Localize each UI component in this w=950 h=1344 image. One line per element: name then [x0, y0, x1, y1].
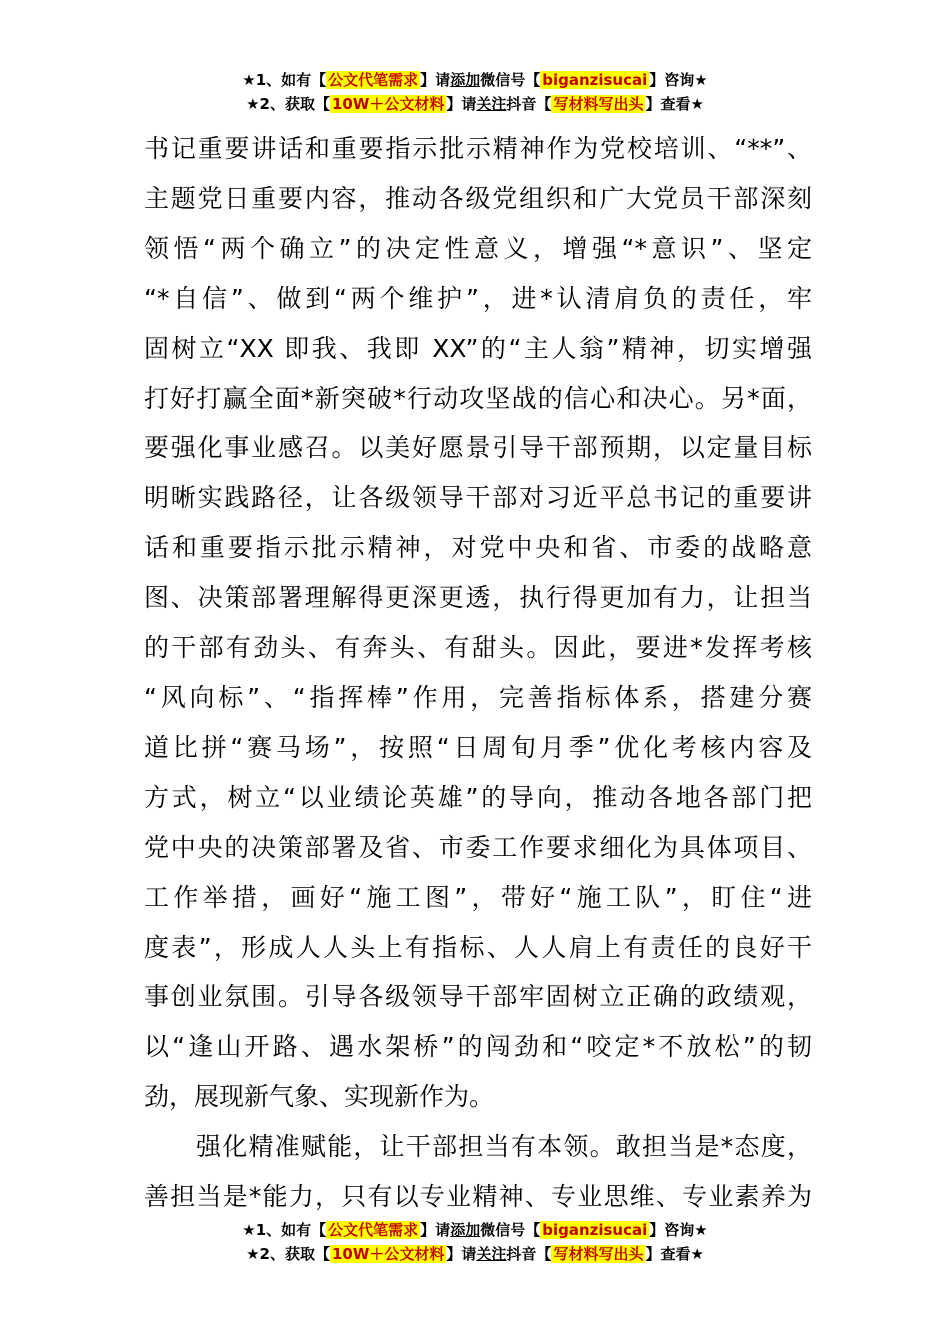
banner-line-2-prefix: ★2、获取【 [246, 95, 330, 113]
body-line: 道比拼“赛马场”，按照“日周旬月季”优化考核内容及 [144, 732, 812, 762]
body-line: 事创业氛围。引导各级领导干部牢固树立正确的政绩观， [144, 982, 812, 1012]
body-line: 要强化事业感召。以美好愿景引导干部预期，以定量目标 [144, 433, 812, 463]
body-line: 善担当是*能力，只有以专业精神、专业思维、专业素养为 [144, 1182, 812, 1212]
body-line: 的干部有劲头、有奔头、有甜头。因此，要进*发挥考核 [144, 633, 812, 663]
banner-line-1 [0, 1218, 950, 1242]
body-line: 明晰实践路径，让各级领导干部对习近平总书记的重要讲 [144, 483, 812, 513]
banner-line-1-underlined: 添加 [450, 1221, 481, 1239]
banner-line-2-highlight-douyin: 写材料写出头 [553, 1245, 644, 1263]
banner-line-2-suffix: 】查看★ [645, 1245, 704, 1263]
banner-line-2-mid1: 】请 [446, 95, 477, 113]
banner-line-2-highlight-materials: 10W＋公文材料 [331, 1245, 445, 1263]
banner-line-2-highlight-douyin: 写材料写出头 [553, 95, 644, 113]
banner-line-2-underlined: 关注 [476, 95, 507, 113]
body-line: 方式，树立“以业绩论英雄”的导向，推动各地各部门把 [144, 782, 812, 812]
banner-line-2-highlight-materials: 10W＋公文材料 [331, 95, 445, 113]
body-line: “风向标”、“指挥棒”作用，完善指标体系，搭建分赛 [144, 682, 812, 712]
body-line: 领悟“两个确立”的决定性意义，增强“*意识”、坚定 [144, 233, 812, 263]
body-line: 书记重要讲话和重要指示批示精神作为党校培训、“**”、 [144, 134, 812, 163]
body-line: 打好打赢全面*新突破*行动攻坚战的信心和决心。另*面， [144, 383, 812, 413]
banner-line-2-mid2: 抖音【 [506, 95, 552, 113]
body-line: 强化精准赋能，让干部担当有本领。敢担当是*态度， [196, 1132, 812, 1162]
top-banner [0, 68, 950, 116]
body-line: 图、决策部署理解得更深更透，执行得更加有力，让担当 [144, 583, 812, 613]
banner-line-2-prefix: ★2、获取【 [246, 1245, 330, 1263]
banner-line-1-highlight-service: 公文代笔需求 [328, 1221, 419, 1239]
banner-line-1-mid2: 微信号【 [480, 1221, 541, 1239]
banner-line-1-underlined: 添加 [450, 71, 481, 89]
bottom-banner [0, 1218, 950, 1266]
banner-line-1 [0, 68, 950, 92]
banner-line-2 [0, 92, 950, 116]
document-body [144, 124, 812, 1222]
banner-line-1-highlight-wechat: biganzisucai [542, 1221, 648, 1239]
body-line: 话和重要指示批示精神，对党中央和省、市委的战略意 [144, 533, 812, 563]
body-line: 主题党日重要内容，推动各级党组织和广大党员干部深刻 [144, 183, 812, 213]
banner-line-1-suffix: 】咨询★ [649, 1221, 708, 1239]
banner-line-1-mid1: 】请 [420, 71, 451, 89]
banner-line-1-suffix: 】咨询★ [649, 71, 708, 89]
body-line: 度表”，形成人人头上有指标、人人肩上有责任的良好干 [144, 932, 812, 962]
body-line: 劲，展现新气象、实现新作为。 [144, 1082, 495, 1112]
banner-line-2 [0, 1242, 950, 1266]
body-line: 以“逢山开路、遇水架桥”的闯劲和“咬定*不放松”的韧 [144, 1032, 812, 1062]
banner-line-2-underlined: 关注 [476, 1245, 507, 1263]
banner-line-2-mid1: 】请 [446, 1245, 477, 1263]
banner-line-1-highlight-service: 公文代笔需求 [328, 71, 419, 89]
banner-line-1-highlight-wechat: biganzisucai [542, 71, 648, 89]
banner-line-1-prefix: ★1、如有【 [242, 1221, 327, 1239]
body-line: “*自信”、做到“两个维护”，进*认清肩负的责任，牢 [144, 283, 812, 313]
banner-line-1-mid1: 】请 [420, 1221, 451, 1239]
banner-line-1-prefix: ★1、如有【 [242, 71, 327, 89]
banner-line-1-mid2: 微信号【 [480, 71, 541, 89]
banner-line-2-mid2: 抖音【 [506, 1245, 552, 1263]
body-line: 党中央的决策部署及省、市委工作要求细化为具体项目、 [144, 832, 812, 862]
body-line: 工作举措，画好“施工图”，带好“施工队”，盯住“进 [144, 882, 812, 912]
body-line: 固树立“XX 即我、我即 XX”的“主人翁”精神，切实增强 [144, 333, 812, 363]
banner-line-2-suffix: 】查看★ [645, 95, 704, 113]
